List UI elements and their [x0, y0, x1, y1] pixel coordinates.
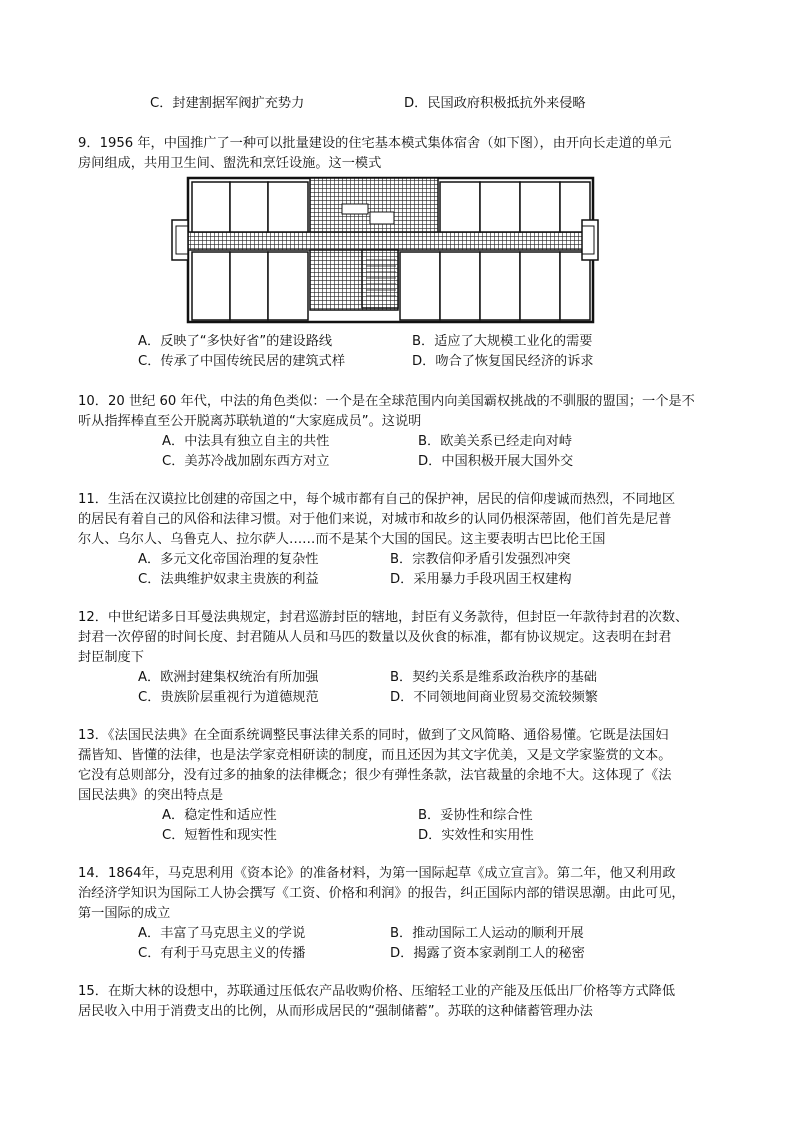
q11-option-c: C．法典维护奴隶主贵族的利益 [138, 572, 319, 587]
q10-option-c: C．美苏冷战加剧东西方对立 [162, 454, 330, 469]
q13-option-a: A．稳定性和适应性 [162, 808, 277, 823]
q12-option-b: B．契约关系是维系政治秩序的基础 [390, 670, 597, 685]
q9-stem-line-2: 房间组成，共用卫生间、盥洗和烹饪设施。这一模式 [78, 156, 382, 171]
q10-option-d: D．中国积极开展大国外交 [418, 454, 574, 469]
q8-option-c: C．封建割据军阀扩充势力 [150, 96, 305, 111]
q12-stem-line-2: 封君一次停留的时间长度、封君随从人员和马匹的数量以及伙食的标准，都有协议规定。这表明在封君 [78, 630, 672, 645]
q15-stem-line-1: 15．在斯大林的设想中，苏联通过压低农产品收购价格、压缩轻工业的产能及压低出厂价格等方式降低 [78, 984, 676, 999]
dormitory-floor-plan [170, 172, 600, 326]
q13-stem-line-1: 13．《法国民法典》在全面系统调整民事法律关系的同时，做到了文风简略、通俗易懂。它既是法国妇 [78, 728, 669, 743]
q15-stem-line-2: 居民收入中用于消费支出的比例，从而形成居民的“强制储蓄”。苏联的这种储蓄管理办法 [78, 1004, 593, 1019]
q9-stem-line-1: 9．1956 年，中国推广了一种可以批量建设的住宅基本模式集体宿舍（如下图），由开向长走道的单元 [78, 136, 672, 151]
q12-stem-line-1: 12．中世纪诺多日耳曼法典规定，封君巡游封臣的辖地，封臣有义务款待，但封臣一年款待封君的次数、 [78, 610, 689, 625]
q14-stem-line-3: 第一国际的成立 [78, 906, 171, 921]
q13-stem-line-3: 它没有总则部分，没有过多的抽象的法律概念；很少有弹性条款，法官裁量的余地不大。这体现了《法 [78, 768, 672, 783]
q12-option-c: C．贵族阶层重视行为道德规范 [138, 690, 319, 705]
q9-option-b: B．适应了大规模工业化的需要 [412, 334, 593, 349]
q12-stem-line-3: 封臣制度下 [78, 650, 144, 665]
q13-stem-line-2: 孺皆知、皆懂的法律，也是法学家竞相研读的制度，而且还因为其文字优美，又是文学家鉴赏的文本。 [78, 748, 672, 763]
q12-option-d: D．不同领地间商业贸易交流较频繁 [390, 690, 598, 705]
q14-option-a: A．丰富了马克思主义的学说 [138, 926, 306, 941]
q9-option-d: D．吻合了恢复国民经济的诉求 [412, 354, 594, 369]
q9-option-a: A．反映了“多快好省”的建设路线 [138, 334, 333, 349]
q11-option-d: D．采用暴力手段巩固王权建构 [390, 572, 572, 587]
q11-stem-line-3: 尔人、乌尔人、乌鲁克人、拉尔萨人……而不是某个大国的国民。这主要表明古巴比伦王国 [78, 532, 606, 547]
q10-stem-line-1: 10．20 世纪 60 年代，中法的角色类似：一个是在全球范围内向美国霸权挑战的不驯服的盟国；一个是不 [78, 394, 695, 409]
q10-stem-line-2: 听从指挥棒直至公开脱离苏联轨道的“大家庭成员”。这说明 [78, 414, 422, 429]
q8-option-d: D．民国政府积极抵抗外来侵略 [404, 96, 586, 111]
q14-option-d: D．揭露了资本家剥削工人的秘密 [390, 946, 585, 961]
q11-stem-line-1: 11．生活在汉谟拉比创建的帝国之中，每个城市都有自己的保护神，居民的信仰虔诚而热烈，不同地区 [78, 492, 676, 507]
q11-stem-line-2: 的居民有着自己的风俗和法律习惯。对于他们来说，对城市和故乡的认同仍根深蒂固，他们首先是尼普 [78, 512, 672, 527]
q10-option-b: B．欧美关系已经走向对峙 [418, 434, 573, 449]
q14-stem-line-2: 治经济学知识为国际工人协会撰写《工资、价格和利润》的报告，纠正国际内部的错误思潮。由此可见， [78, 886, 685, 901]
q10-option-a: A．中法具有独立自主的共性 [162, 434, 330, 449]
q14-option-c: C．有利于马克思主义的传播 [138, 946, 306, 961]
q11-option-a: A．多元文化帝国治理的复杂性 [138, 552, 319, 567]
q13-option-b: B．妥协性和综合性 [418, 808, 533, 823]
q11-option-b: B．宗教信仰矛盾引发强烈冲突 [390, 552, 571, 567]
q9-option-c: C．传承了中国传统民居的建筑式样 [138, 354, 346, 369]
q13-option-c: C．短暂性和现实性 [162, 828, 277, 843]
q14-option-b: B．推动国际工人运动的顺利开展 [390, 926, 584, 941]
q13-stem-line-4: 国民法典》的突出特点是 [78, 788, 224, 803]
q12-option-a: A．欧洲封建集权统治有所加强 [138, 670, 319, 685]
q14-stem-line-1: 14．1864年，马克思利用《资本论》的准备材料，为第一国际起草《成立宣言》。第二年，他又利用政 [78, 866, 676, 881]
q13-option-d: D．实效性和实用性 [418, 828, 534, 843]
